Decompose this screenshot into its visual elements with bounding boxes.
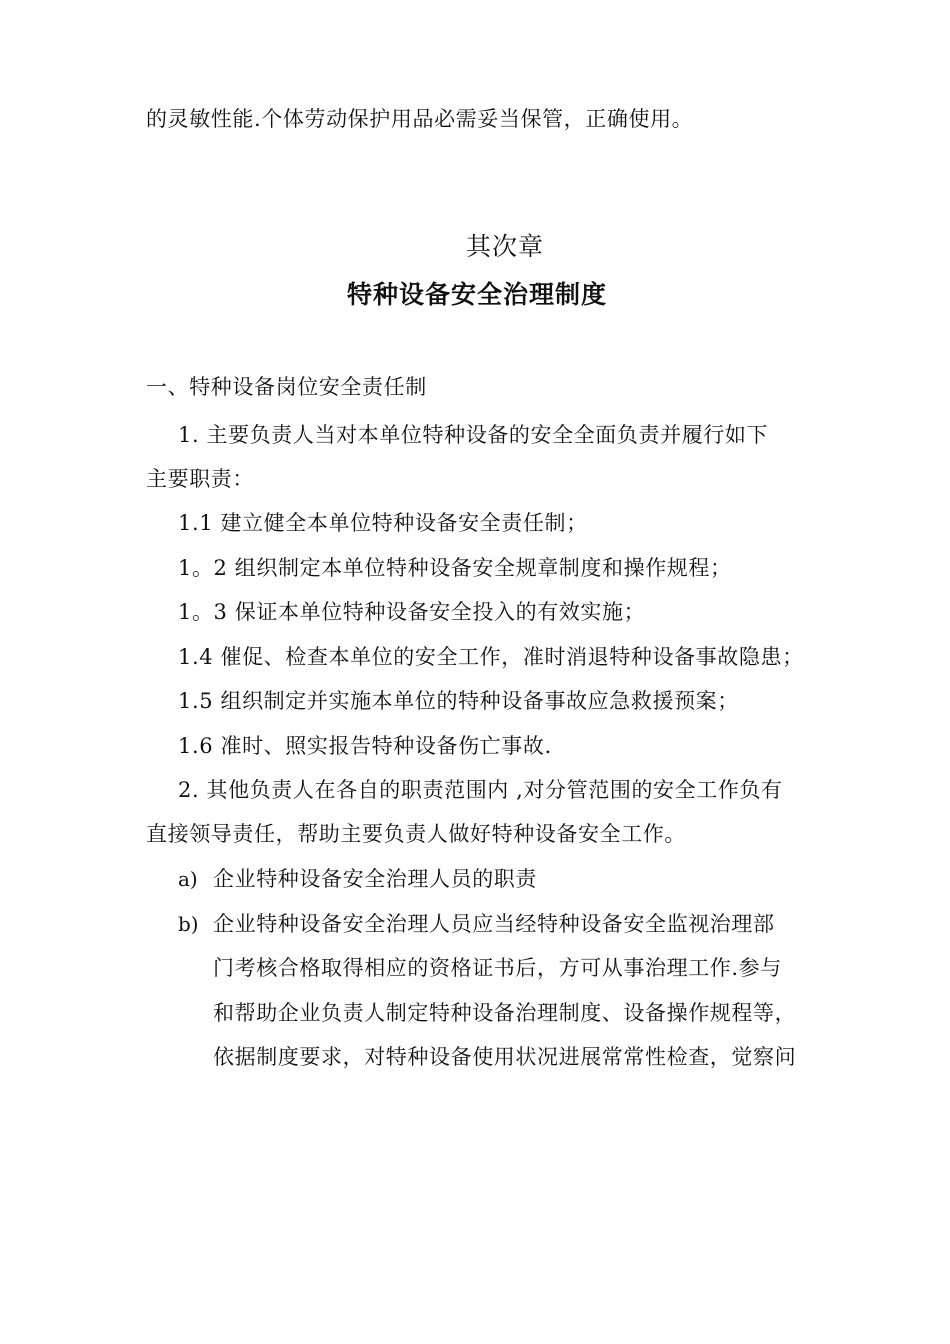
item-b-line-2: 门考核合格取得相应的资格证书后，方可从事治理工作.参与 xyxy=(213,956,782,980)
item-a-text: 企业特种设备安全治理人员的职责 xyxy=(213,867,537,891)
continuation-line: 的灵敏性能.个体劳动保护用品必需妥当保管，正确使用。 xyxy=(146,107,694,131)
item-2-line-2: 直接领导责任，帮助主要负责人做好特种设备安全工作。 xyxy=(146,822,686,846)
item-2-line-1: 2. 其他负责人在各自的职责范围内 ,对分管范围的安全工作负有 xyxy=(178,778,783,802)
item-1-3: 1。3 保证本单位特种设备安全投入的有效实施； xyxy=(178,600,646,624)
section-heading: 一、特种设备岗位安全责任制 xyxy=(146,375,427,399)
chapter-label: 其次章 xyxy=(465,232,544,261)
item-b-line-3: 和帮助企业负责人制定特种设备治理制度、设备操作规程等， xyxy=(213,1001,797,1025)
chapter-title: 特种设备安全治理制度 xyxy=(346,280,607,309)
item-1-6: 1.6 准时、照实报告特种设备伤亡事故. xyxy=(178,734,552,758)
item-1-line-1: 1. 主要负责人当对本单位特种设备的安全全面负责并履行如下 xyxy=(178,423,769,447)
item-1-line-2: 主要职责： xyxy=(146,467,254,491)
item-1-5: 1.5 组织制定并实施本单位的特种设备事故应急救援预案； xyxy=(178,689,739,713)
item-1-1: 1.1 建立健全本单位特种设备安全责任制； xyxy=(178,511,588,535)
item-1-2: 1。2 组织制定本单位特种设备安全规章制度和操作规程； xyxy=(178,556,732,580)
item-b-line-4: 依据制度要求，对特种设备使用状况进展常常性检查，觉察问 xyxy=(213,1045,797,1069)
item-b-line-1: 企业特种设备安全治理人员应当经特种设备安全监视治理部 xyxy=(213,912,775,936)
list-marker-a: a) xyxy=(178,867,198,891)
item-1-4: 1.4 催促、检查本单位的安全工作，准时消退特种设备事故隐患； xyxy=(178,645,804,669)
list-marker-b: b) xyxy=(178,912,199,936)
